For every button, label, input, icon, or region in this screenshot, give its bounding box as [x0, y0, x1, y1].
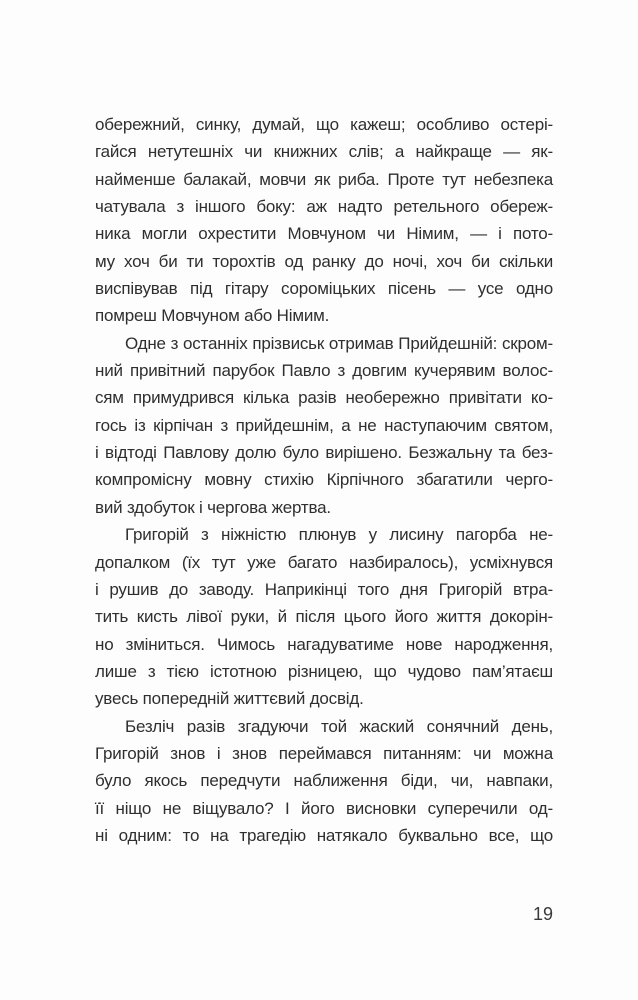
text-line: компромісну мовну стихію Кірпічного збагатили черго-	[95, 470, 553, 490]
text-line: чатувала з іншого боку: аж надто ретельного обереж-	[95, 197, 553, 217]
text-line: ний привітний парубок Павло з довгим кучерявим волос-	[95, 361, 553, 381]
text-line: і відтоді Павлову долю було вирішено. Безжальну та без-	[95, 443, 553, 463]
page-number: 19	[532, 904, 553, 924]
text-line: виспівував під гітару сороміцьких пісень — усе одно	[95, 279, 553, 299]
text-line: Григорій з ніжністю плюнув у лисину пагорба не-	[125, 525, 553, 545]
text-line: і рушив до заводу. Наприкінці того дня Григорій втра-	[95, 579, 553, 599]
text-line: увесь попередній життєвий досвід.	[95, 689, 364, 709]
text-line: но зміниться. Чимось нагадуватиме нове народження,	[95, 634, 553, 654]
text-line: вий здобуток і чергова жертва.	[95, 497, 331, 517]
text-line: допалком (їх тут уже багато назбиралось), усміхнувся	[95, 552, 553, 572]
text-line: гайся нетутешніх чи книжних слів; а найкраще — як-	[95, 142, 553, 162]
text-line: лише з тією істотною різницею, що чудово пам’ятаєш	[95, 661, 553, 681]
text-line: тить кисть лівої руки, й після цього його життя докорін-	[95, 607, 553, 627]
text-line: Григорій знов і знов переймався питанням: чи можна	[95, 743, 553, 763]
text-line: обережний, синку, думай, що кажеш; особливо остері-	[95, 115, 553, 134]
text-line: сям примудрився кілька разів необережно привітати ко-	[95, 388, 553, 408]
text-line: найменше балакай, мовчи як риба. Проте тут небезпека	[95, 169, 553, 189]
text-line: му хоч би ти торохтів од ранку до ночі, хоч би скільки	[95, 251, 553, 271]
text-line: помреш Мовчуном або Німим.	[95, 306, 330, 326]
text-line: ника могли охрестити Мовчуном чи Німим, — і пото-	[95, 224, 553, 244]
text-line: ні одним: то на трагедію натякало буквально все, що	[95, 825, 553, 845]
text-line: було якось передчути наближення біди, чи, навпаки,	[95, 771, 553, 791]
text-line: гось із кірпічан з прийдешнім, а не наступаючим святом,	[95, 415, 553, 435]
text-line: Одне з останніх прізвиськ отримав Прийдешній: скром-	[125, 333, 553, 353]
text-line: Безліч разів згадуючи той жаский сонячний день,	[125, 716, 553, 736]
text-line: її ніщо не віщувало? І його висновки суперечили од-	[95, 798, 553, 818]
page-text	[95, 111, 553, 849]
